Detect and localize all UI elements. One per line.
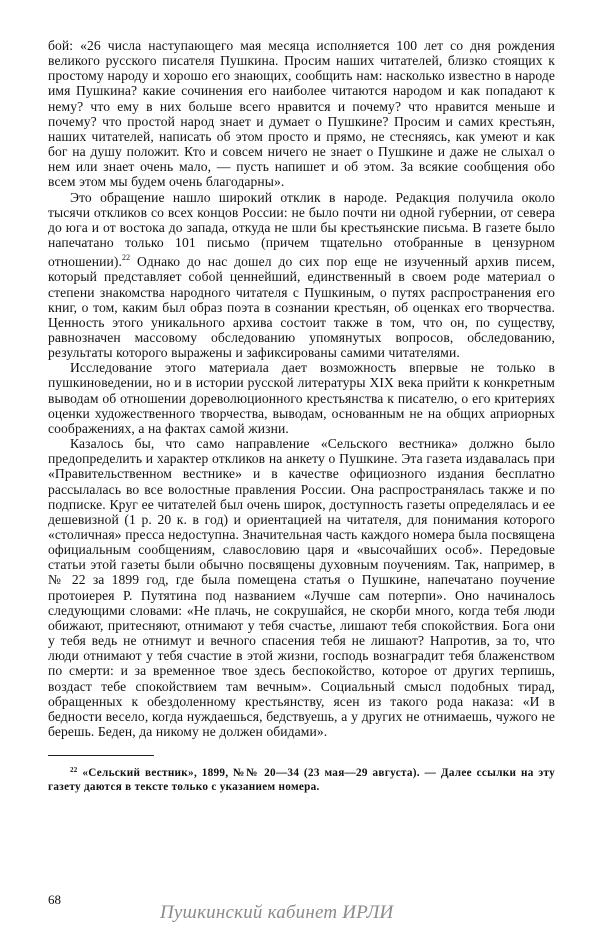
footnote	[48, 764, 555, 794]
page-number: 68	[48, 892, 61, 907]
book-page	[48, 38, 555, 794]
paragraph-response	[48, 190, 555, 361]
watermark: Пушкинский кабинет ИРЛИ	[160, 902, 394, 923]
footnote-number: 22	[70, 766, 78, 775]
footnote-reference[interactable]: 22	[121, 253, 131, 263]
footnote-text: «Сельский вестник», 1899, №№ 20—34 (23 мая—29 августа). — Далее ссылки на эту газету даются в тексте только с указанием номера.	[48, 767, 555, 793]
paragraph-text: Однако до нас дошел до сих пор еще не изученный архив писем, который представляет собой ценнейший, единственный в своем роде материал о степени знакомства народного читателя с Пушкиным, о путях распространения его книг, о том, каким был образ поэта в сознании крестьян, об оценках его творчества. Ценность этого уникального архива состоит также в том, что он, по существу, равнозначен массовому обследованию упомянутых вопросов, обследованию, результаты которого выражены и зафиксированы самими читателями.	[48, 254, 555, 361]
footnote-divider	[48, 755, 154, 756]
body-text	[48, 38, 555, 739]
paragraph-questionnaire-quote: бой: «26 числа наступающего мая месяца исполняется 100 лет со дня рождения великого русского писателя Пушкина. Просим наших читателей, близко стоящих к простому народу и хорошо его знающих, сообщить нам: насколько известно в народе имя Пушкина? какие сочинения его наиболее читаются народом и как попадают к нему? что ему в них больше всего нравится и почему? что нравится меньше и почему? что простой народ знает и думает о Пушкине? Просим и самих крестьян, наших читателей, написать об этом просто и прямо, не стесняясь, как умеют и как бог на душу положит. Кто и совсем ничего не знает о Пушкине и даже не слыхал о нем или знает очень мало, — пусть напишет и об этом. За всякие сообщения обо всем этом мы будем очень благодарны».	[48, 38, 555, 190]
paragraph-text: Это обращение нашло широкий отклик в народе. Редакция получила около тысячи откликов со всех концов России: не было почти ни одной губернии, от севера до юга и от востока до запада, откуда не шли бы крестьянские письма. В газете было напечатано только 101 письмо (причем тщательно отобранные в цензурном отношении).	[48, 189, 555, 270]
paragraph-selsky-vestnik: Казалось бы, что само направление «Сельского вестника» должно было предопределить и характер откликов на анкету о Пушкине. Эта газета издавалась при «Правительственном вестнике» и в качестве официозного издания бесплатно рассылалась во все волостные правления России. Она распространялась также и по подписке. Круг ее читателей был очень широк, доступность газеты определялась и ее дешевизной (1 р. 20 к. в год) и ориентацией на читателя, для понимания которого «столичная» пресса недоступна. Значительная часть каждого номера была посвящена официальным сообщениям, славословию царя и «высочайших особ». Передовые статьи этой газеты были обычно посвящены духовным поучениям. Так, например, в № 22 за 1899 год, где была помещена статья о Пушкине, напечатано поучение протоиерея Р. Путятина под названием «Лучше сам потерпи». Оно начиналось следующими словами: «Не плачь, не сокрушайся, не скорби много, когда тебя люди обижают, притесняют, отнимают у тебя счастье, лишают тебя спокойствия. Бога они у тебя ведь не отнимут и вечного спасения тебя не лишают? Напротив, за то, что люди отнимают у тебя счастие в этой жизни, господь вознаградит тебя блаженством по смерти: и за временное твое здесь беспокойство, которое от других терпишь, воздаст тебе спокойствием там вечным». Социальный смысл подобных тирад, обращенных к обездоленному крестьянству, ясен из такого рода наказа: «И в бедности весело, когда нуждаешься, бедствуешь, а у других не отнимаешь, чужого не берешь. Беден, да никому не должен обидами».	[48, 436, 555, 740]
paragraph-research: Исследование этого материала дает возможность впервые не только в пушкиноведении, но и в истории русской литературы XIX века прийти к конкретным выводам об отношении дореволюционного крестьянства к писателю, о его критериях оценки художественного творчества, выводам, основанным не на общих априорных соображениях, а на фактах самой жизни.	[48, 360, 555, 436]
